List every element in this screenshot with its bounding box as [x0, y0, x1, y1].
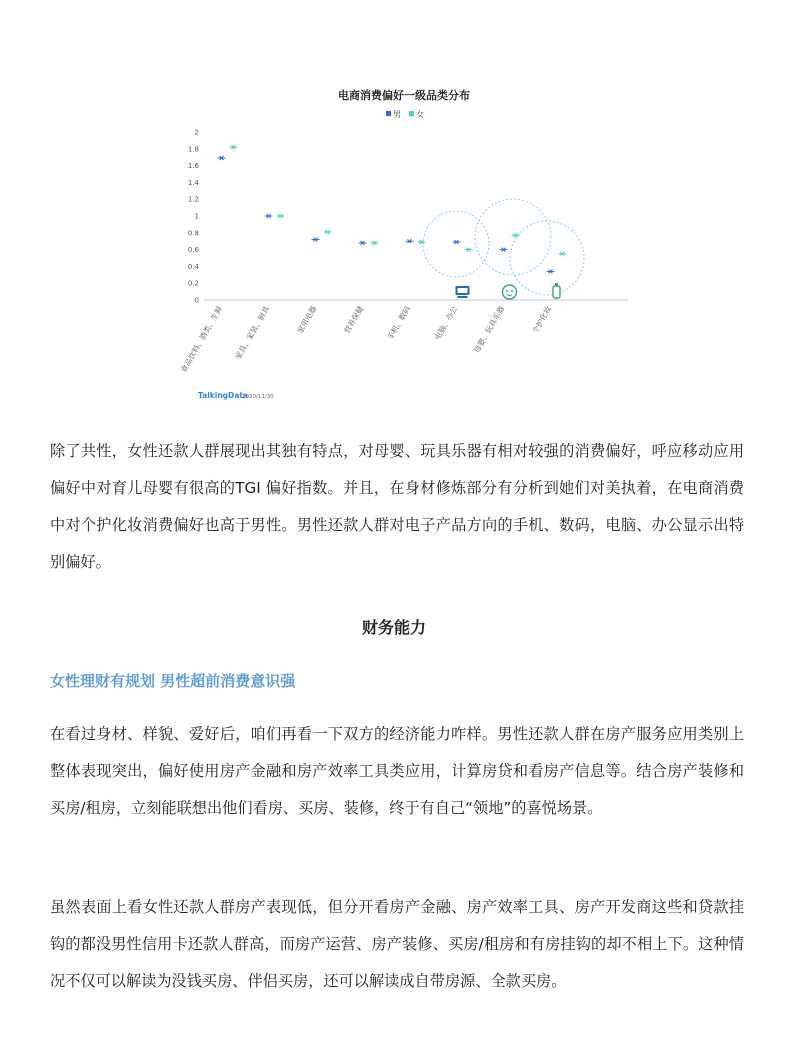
paragraph-2: 在看过身材、样貌、爱好后，咱们再看一下双方的经济能力咋样。男性还款人群在房产服务应用类别上整体表现突出，偏好使用房产金融和房产效率工具类应用，计算房贷和看房产信息等。结合房产装修和买房/租房，立刻能联想出他们看房、买房、装修，终于有自己“领地”的喜悦场景。: [50, 725, 744, 817]
data-point-male: [359, 241, 367, 245]
data-point-male: [218, 156, 226, 160]
source-label: TalkingData: [198, 391, 248, 400]
x-tick-label: 母婴、玩具乐器: [472, 304, 507, 355]
y-tick-label: 0.8: [187, 229, 199, 238]
data-point-female: [371, 241, 379, 245]
x-tick-label: 电脑、办公: [432, 304, 460, 342]
y-tick-label: 1.2: [187, 195, 199, 204]
chart-figure: [168, 82, 638, 412]
data-point-male: [312, 238, 320, 242]
baby-icon: [503, 285, 517, 299]
x-tick-label: 家具、家装、厨具: [233, 304, 272, 361]
scatter-chart: [168, 82, 638, 412]
x-tick-label: 家用电器: [295, 304, 319, 335]
data-point-male: [453, 240, 461, 244]
y-tick-label: 0.6: [187, 246, 199, 255]
data-point-female: [418, 240, 426, 244]
legend-swatch-1: [386, 111, 391, 116]
y-tick-label: 1.6: [187, 162, 199, 171]
data-point-male: [265, 214, 273, 218]
y-tick-label: 0.2: [187, 279, 199, 288]
data-point-male: [547, 269, 555, 273]
highlight-circle-3: [510, 221, 584, 295]
chart-icons: [456, 283, 561, 299]
paragraph-1: 除了共性，女性还款人群展现出其独有特点，对母婴、玩具乐器有相对较强的消费偏好，呼应移动应用偏好中对育儿母婴有很高的TGI 偏好指数。并且，在身材修炼部分有分析到她们对美执着，在电商消费中对个护化妆消费偏好也高于男性。男性还款人群对电子产品方向的手机、数码，电脑、办公显示出特别偏好。: [50, 442, 744, 571]
highlight-circles: [423, 199, 584, 295]
data-point-female: [324, 230, 332, 234]
paragraph-3: 虽然表面上看女性还款人群房产表现低，但分开看房产金融、房产效率工具、房产开发商这些和贷款挂钩的都没男性信用卡还款人群高，而房产运营、房产装修、买房/租房和有房挂钩的却不相上下。这种情况不仅可以解读为没钱买房、伴侣买房，还可以解读成自带房源、全款买房。: [50, 898, 744, 990]
x-tick-label: 食品饮料、酒类、生鲜: [178, 304, 225, 374]
section-title: 财务能力: [361, 618, 426, 637]
legend-label-1: 男: [393, 110, 401, 119]
x-tick-label: 个护化妆: [530, 304, 554, 335]
y-tick-label: 1.8: [187, 145, 199, 154]
x-tick-label: 手机、数码: [385, 304, 413, 342]
y-tick-label: 2: [194, 128, 199, 137]
data-point-male: [406, 239, 414, 243]
y-tick-label: 1.4: [187, 178, 199, 187]
computer-icon: [456, 286, 470, 298]
y-tick-label: 1: [194, 212, 199, 221]
y-axis-ticks: [188, 129, 200, 305]
data-point-male: [500, 248, 508, 252]
chart-legend: [386, 109, 424, 119]
data-point-female: [277, 214, 285, 218]
chart-marks: [218, 145, 567, 273]
data-point-female: [559, 252, 567, 256]
lotion-bottle-icon: [553, 283, 560, 298]
date-label: 2020/11/30: [242, 394, 274, 400]
y-tick-label: 0.4: [187, 262, 199, 271]
subheading: 女性理财有规划 男性超前消费意识强: [50, 672, 296, 690]
chart-title: 电商消费偏好一级品类分布: [338, 89, 470, 102]
highlight-circle-2: [475, 199, 551, 275]
legend-swatch-2: [409, 111, 414, 116]
x-tick-label: 营养保健: [342, 304, 366, 335]
data-point-female: [230, 145, 238, 149]
data-point-female: [465, 248, 473, 252]
x-axis-ticks: [178, 304, 553, 374]
legend-label-2: 女: [416, 110, 424, 119]
y-tick-label: 0: [194, 296, 199, 305]
